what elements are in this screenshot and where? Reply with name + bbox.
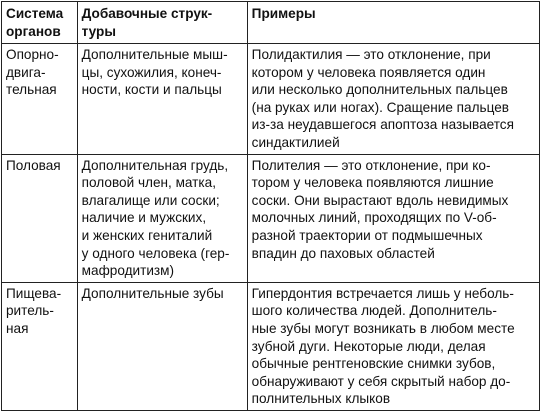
cell-line: ности, кости и пальцы — [81, 82, 222, 98]
cell-line: разной траектории от подмышечных — [251, 227, 483, 243]
cell-line: впадин до паховых областей — [251, 245, 435, 261]
header-line: Система — [6, 6, 64, 21]
cell-line: ная — [6, 320, 29, 336]
cell-line: или несколько дополнительных пальцев — [251, 82, 508, 98]
cell-line: у одного человека (гер- — [81, 245, 230, 261]
table-row — [2, 282, 540, 410]
cell-line: зубной дуги. Некоторые люди, делая — [251, 338, 486, 354]
cell-line: Полидактилия — это отклонение, при — [251, 47, 491, 62]
cell-line: Пищева- — [6, 285, 62, 301]
table-row — [2, 44, 540, 155]
cell-system — [2, 282, 78, 410]
cell-line: наличие и мужских, — [81, 210, 207, 226]
cell-structures — [77, 44, 247, 155]
cell-line: Полителия — это отклонение, при ко- — [251, 157, 491, 173]
cell-line: шого количества людей. Дополнитель- — [251, 303, 497, 319]
cell-structures — [77, 282, 247, 410]
header-examples — [247, 2, 539, 44]
cell-line: соски. Они вырастают вдоль невидимых — [251, 192, 509, 208]
cell-line: двига- — [6, 64, 46, 80]
cell-system — [2, 154, 78, 282]
cell-examples — [247, 154, 539, 282]
cell-line: Дополнительные мыш- — [81, 47, 228, 62]
cell-line: тельная — [6, 82, 57, 98]
cell-line: ритель- — [6, 303, 54, 319]
cell-line: из-за неудавшегося апоптоза называется — [251, 117, 514, 133]
table-row — [2, 154, 540, 282]
cell-line: ные зубы могут возникать в любом месте — [251, 320, 515, 336]
cell-line: Дополнительная грудь, — [81, 157, 229, 173]
header-line: Примеры — [251, 6, 316, 21]
cell-line: синдактилией — [251, 134, 340, 150]
header-system — [2, 2, 78, 44]
cell-examples — [247, 44, 539, 155]
cell-line: половой член, матка, — [81, 175, 216, 191]
cell-system — [2, 44, 78, 155]
cell-line: Гипердонтия встречается лишь у неболь- — [251, 285, 514, 301]
table-header-row — [2, 2, 540, 44]
cell-line: цы, сухожилия, конеч- — [81, 64, 222, 80]
cell-structures — [77, 154, 247, 282]
header-line: Добавочные струк- — [81, 6, 213, 21]
cell-line: котором у человека появляется один — [251, 64, 486, 80]
anomalies-table — [1, 1, 540, 411]
cell-line: и женских гениталий — [81, 227, 213, 243]
cell-line: тором у человека появляются лишние — [251, 175, 494, 191]
cell-line: обнаруживают у себя скрытый набор до- — [251, 373, 511, 389]
cell-line: полнительных клыков — [251, 391, 391, 407]
cell-line: обычные рентгеновские снимки зубов, — [251, 356, 496, 372]
cell-line: Опорно- — [6, 47, 59, 62]
cell-line: Дополнительные зубы — [81, 285, 224, 301]
header-structures — [77, 2, 247, 44]
header-line: туры — [81, 23, 116, 39]
header-line: органов — [6, 23, 61, 39]
cell-line: молочных линий, проходящих по V-об- — [251, 210, 497, 226]
cell-line: Половая — [6, 157, 61, 173]
cell-line: мафродитизм) — [81, 263, 175, 279]
cell-line: (на руках или ногах). Сращение пальцев — [251, 99, 510, 115]
cell-examples — [247, 282, 539, 410]
cell-line: влагалище или соски; — [81, 192, 220, 208]
